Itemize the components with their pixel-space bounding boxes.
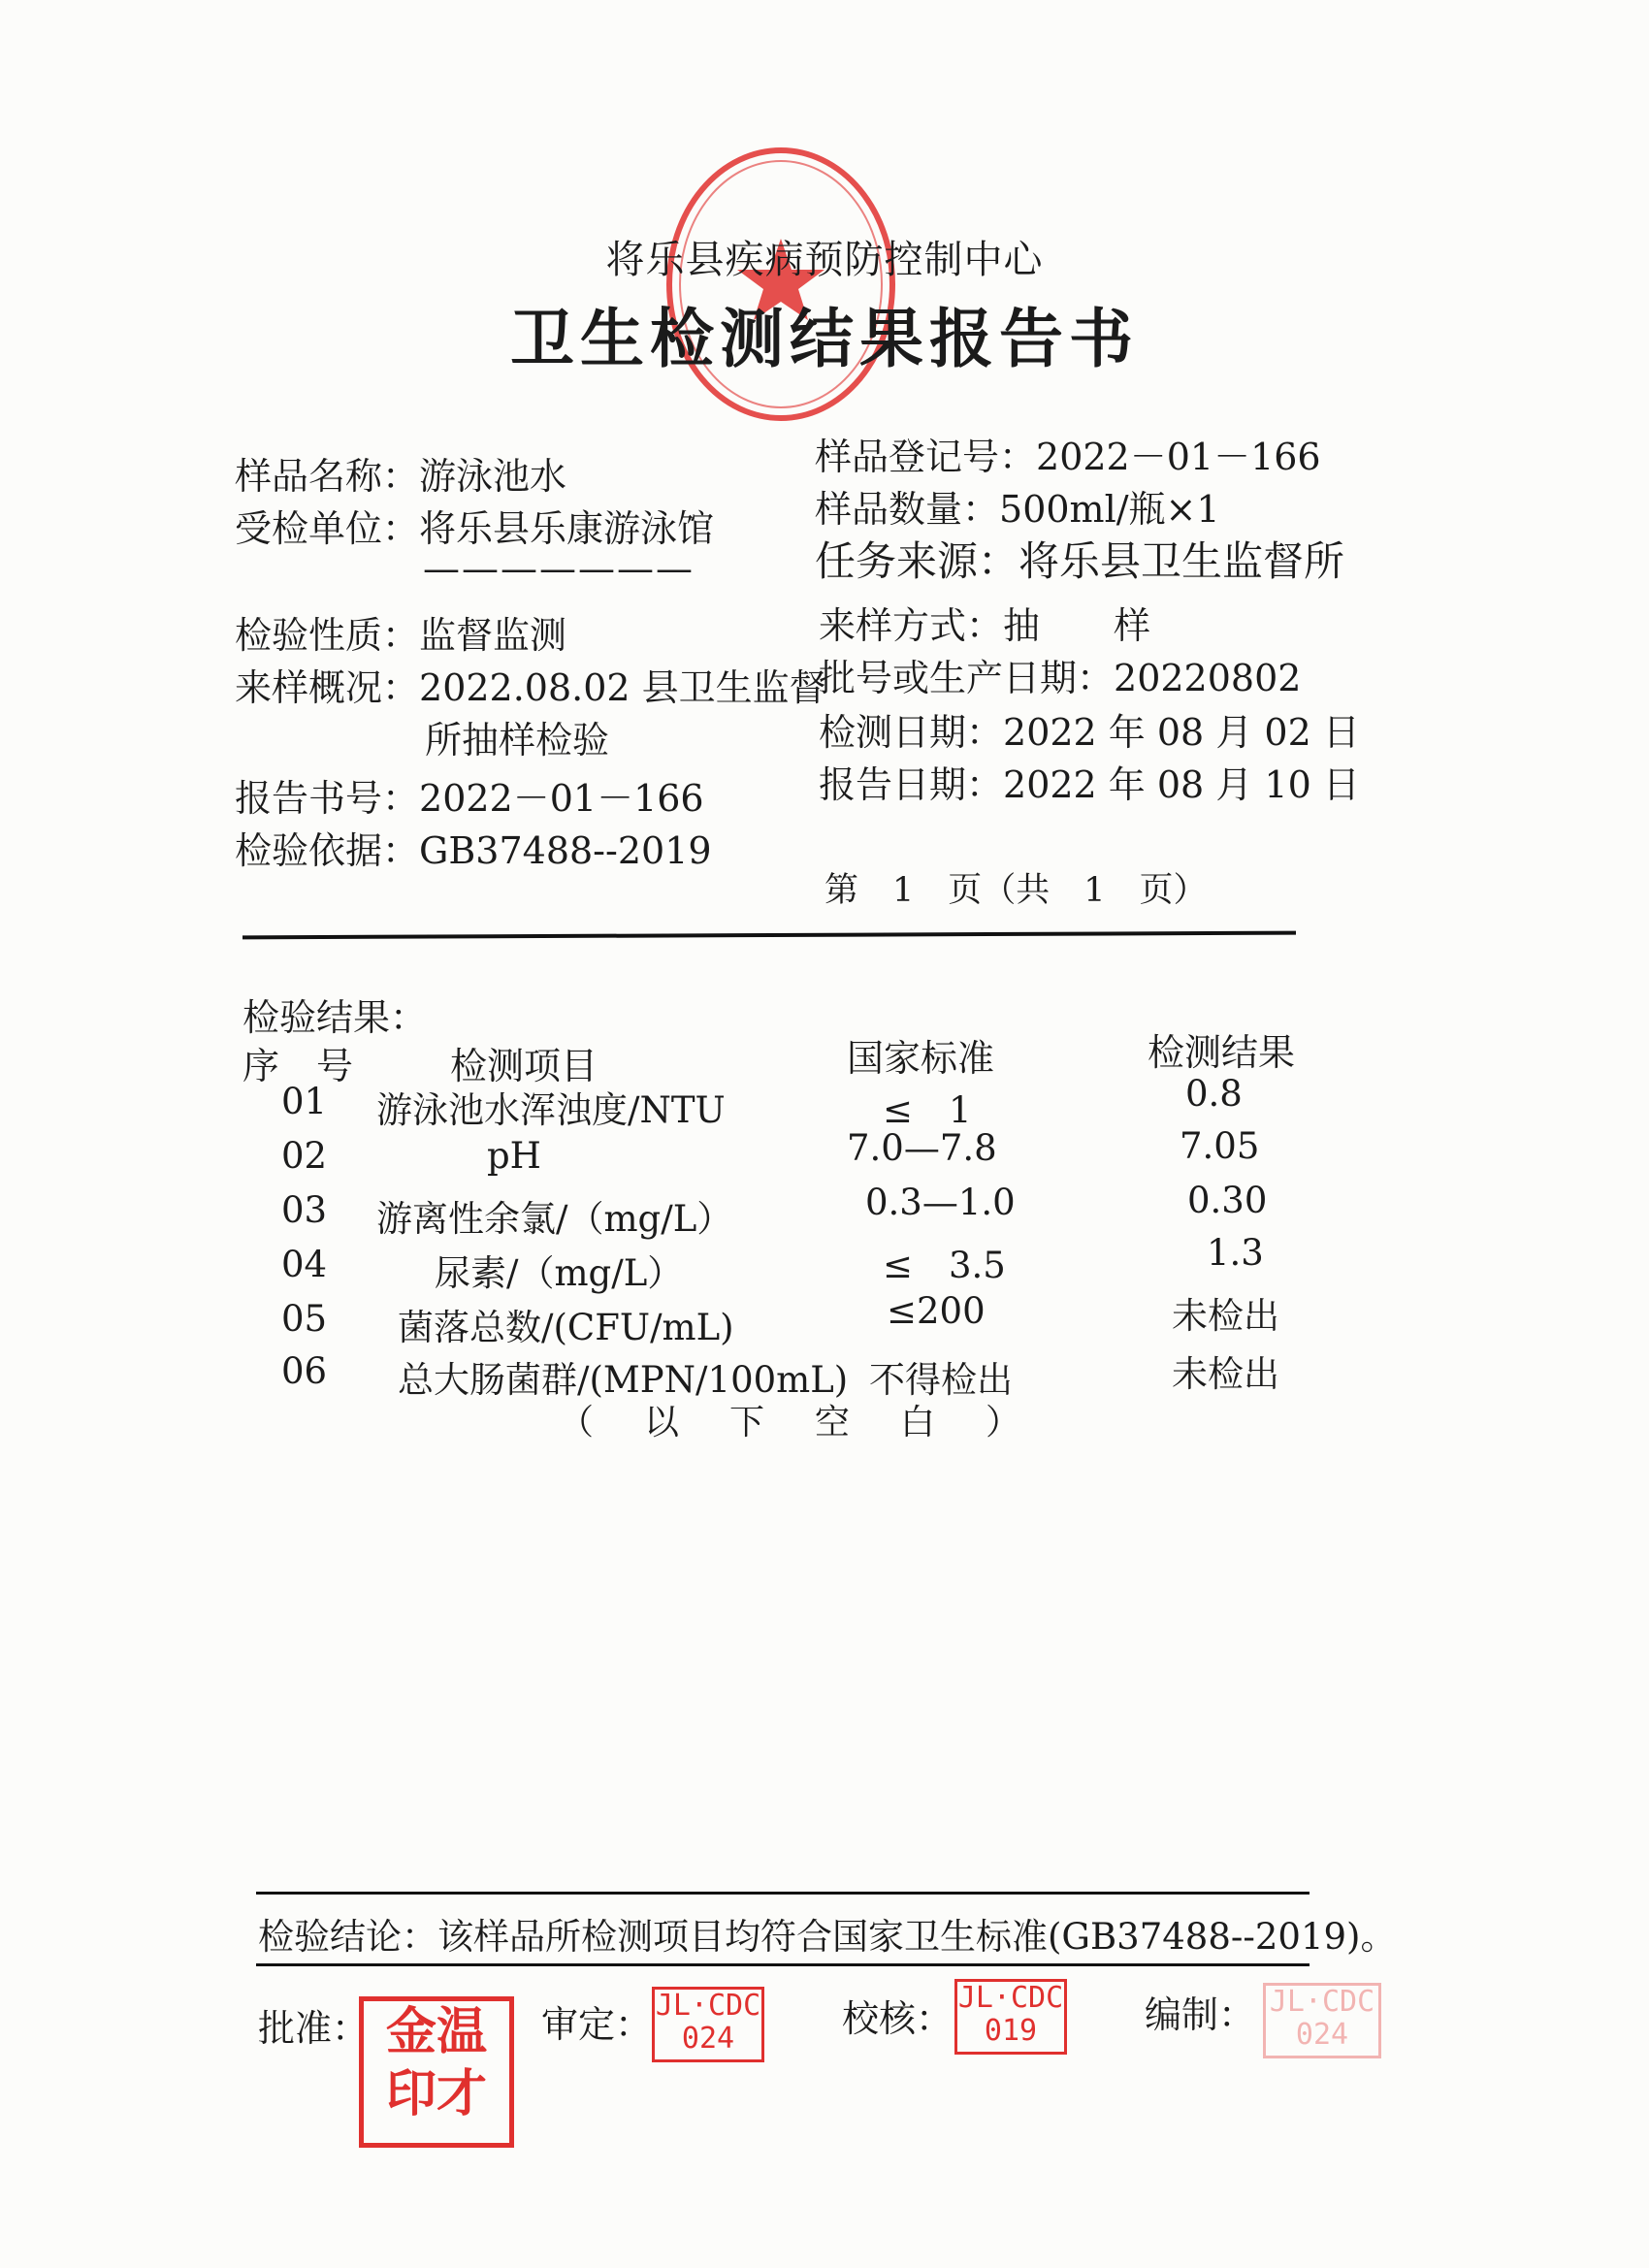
inspected-unit-field [235, 499, 714, 552]
approver-seal-line1: 金温 [385, 2003, 487, 2061]
approver-signature-seal [359, 1996, 514, 2148]
inspection-nature-field [235, 605, 566, 659]
header-standard: 国家标准 [847, 1037, 995, 1080]
task-source-field [815, 530, 1344, 588]
row-result: 未检出 [1172, 1353, 1279, 1395]
sample-name-field [235, 446, 566, 500]
row-item: pH [487, 1135, 541, 1177]
unit-dash-line: ——————— [423, 547, 695, 590]
approver-seal-line2: 印才 [385, 2065, 487, 2123]
sampling-method-value: 抽 样 [1003, 604, 1151, 647]
checker-signature-seal [954, 1979, 1067, 2055]
row-item: 尿素/（mg/L） [435, 1252, 684, 1294]
report-title: 卫生检测结果报告书 [510, 302, 1139, 376]
batch-date-label: 批号或生产日期： [819, 657, 1115, 699]
sample-overview-label: 来样概况： [235, 666, 420, 709]
row-standard: 0.3—1.0 [865, 1182, 1016, 1223]
conclusion-top-divider [256, 1892, 1310, 1895]
row-item: 游泳池水浑浊度/NTU [376, 1089, 726, 1131]
row-standard: ≤200 [887, 1290, 986, 1332]
registration-number-value: 2022－01－166 [1036, 436, 1321, 478]
report-date-field [819, 755, 1360, 808]
table-row [0, 1232, 1649, 1294]
header-seq: 序 号 [242, 1045, 354, 1087]
inspection-nature-value: 监督监测 [419, 614, 567, 657]
row-seq: 02 [281, 1135, 328, 1177]
inspection-nature-label: 检验性质： [235, 614, 420, 657]
task-source-label: 任务来源： [815, 537, 1019, 585]
sample-overview-value: 2022.08.02 县卫生监督 [419, 666, 826, 709]
row-standard: 不得检出 [869, 1359, 1013, 1401]
test-date-field [819, 702, 1360, 756]
inspection-basis-field [235, 821, 712, 874]
row-standard: ≤ 1 [883, 1089, 972, 1131]
blank-below-note: （ 以 下 空 白 ） [559, 1403, 1029, 1442]
compiler-signature-seal [1263, 1983, 1381, 2058]
inspection-basis-value: GB37488--2019 [419, 829, 712, 872]
row-seq: 04 [281, 1244, 328, 1285]
batch-date-value: 20220802 [1114, 657, 1302, 699]
row-seq: 01 [281, 1081, 328, 1122]
table-row [0, 1290, 1649, 1348]
table-row [0, 1125, 1649, 1183]
checker-seal-line1: JL·CDC [957, 1981, 1064, 2015]
table-row [0, 1350, 1649, 1399]
official-round-seal [660, 144, 902, 425]
row-standard: 7.0—7.8 [847, 1127, 997, 1169]
conclusion-text: 检验结论：该样品所检测项目均符合国家卫生标准(GB37488--2019)。 [258, 1916, 1397, 1958]
sampling-method-label: 来样方式： [819, 604, 1004, 647]
row-result: 7.05 [1180, 1125, 1260, 1167]
compile-label: 编制： [1145, 1993, 1256, 2036]
test-date-value: 2022 年 08 月 02 日 [1003, 711, 1360, 754]
compiler-seal-line2: 024 [1295, 2018, 1349, 2052]
sample-quantity-label: 样品数量： [815, 488, 1000, 531]
header-divider [242, 931, 1296, 940]
row-result: 1.3 [1207, 1232, 1264, 1274]
approve-label: 批准： [258, 2007, 370, 2050]
checker-seal-line2: 019 [984, 2014, 1038, 2048]
page-indicator: 第 1 页（共 1 页） [824, 871, 1208, 910]
sample-name-label: 样品名称： [235, 455, 420, 498]
inspected-unit-label: 受检单位： [235, 507, 420, 550]
sampling-method-field [819, 596, 1150, 649]
reviewer-signature-seal [652, 1987, 764, 2062]
header-result: 检测结果 [1148, 1031, 1296, 1074]
inspection-basis-label: 检验依据： [235, 829, 420, 872]
inspected-unit-value: 将乐县乐康游泳馆 [419, 507, 715, 550]
row-item: 总大肠菌群/(MPN/100mL) [398, 1359, 849, 1401]
row-item: 游离性余氯/（mg/L） [376, 1198, 733, 1240]
review-label: 审定： [541, 2003, 653, 2046]
compiler-seal-line1: JL·CDC [1269, 1985, 1375, 2019]
sample-overview-value-line2: 所抽样检验 [425, 719, 610, 761]
table-row [0, 1073, 1649, 1131]
registration-number-label: 样品登记号： [815, 436, 1037, 478]
test-date-label: 检测日期： [819, 711, 1004, 754]
task-source-value: 将乐县卫生监督所 [1018, 537, 1345, 585]
sample-overview-field [235, 658, 826, 711]
row-result: 0.30 [1187, 1180, 1268, 1221]
organization-name: 将乐县疾病预防控制中心 [605, 238, 1044, 282]
registration-number-field [815, 427, 1321, 480]
report-number-value: 2022－01－166 [419, 777, 704, 820]
row-seq: 03 [281, 1189, 328, 1231]
report-date-value: 2022 年 08 月 10 日 [1003, 763, 1360, 806]
reviewer-seal-line2: 024 [681, 2022, 735, 2056]
batch-date-field [819, 648, 1301, 701]
report-number-field [235, 768, 704, 822]
sample-name-value: 游泳池水 [419, 455, 567, 498]
row-standard: ≤ 3.5 [883, 1245, 1006, 1286]
row-seq: 05 [281, 1298, 328, 1340]
row-result: 0.8 [1185, 1073, 1243, 1115]
conclusion-bottom-divider [256, 1963, 1310, 1966]
row-item: 菌落总数/(CFU/mL) [398, 1307, 734, 1348]
sample-quantity-field [815, 479, 1220, 533]
report-number-label: 报告书号： [235, 777, 420, 820]
header-item: 检测项目 [450, 1045, 598, 1087]
reviewer-seal-line1: JL·CDC [655, 1989, 761, 2023]
results-section-label: 检验结果： [242, 996, 428, 1039]
sample-quantity-value: 500ml/瓶×1 [999, 488, 1220, 531]
table-row [0, 1180, 1649, 1240]
report-date-label: 报告日期： [819, 763, 1004, 806]
row-result: 未检出 [1172, 1295, 1279, 1337]
check-label: 校核： [842, 1997, 954, 2040]
row-seq: 06 [281, 1350, 328, 1392]
results-table-header [0, 1031, 1649, 1087]
